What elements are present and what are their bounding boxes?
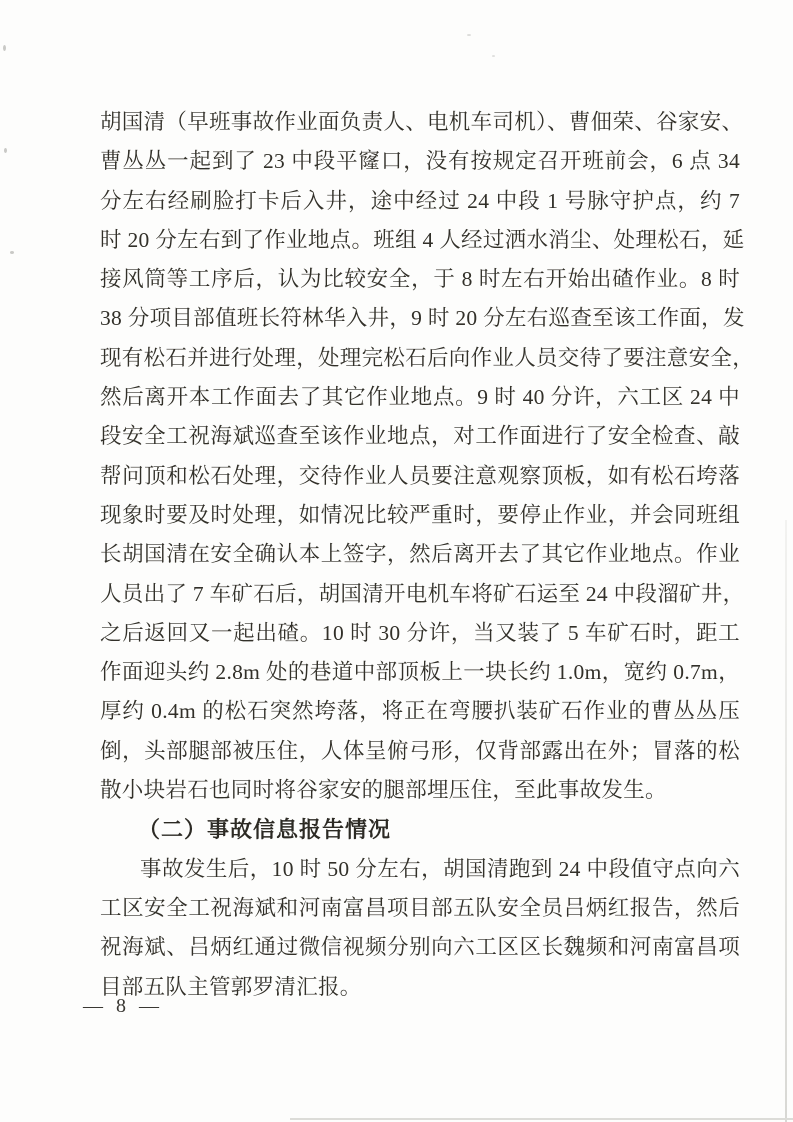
text-line: 倒，头部腿部被压住，人体呈俯弓形，仅背部露出在外；冒落的松: [100, 738, 740, 763]
text-line: 时 20 分左右到了作业地点。班组 4 人经过洒水消尘、处理松石，延: [100, 227, 745, 252]
text-line: 作面迎头约 2.8m 处的巷道中部顶板上一块长约 1.0m，宽约 0.7m，: [100, 660, 740, 685]
scan-edge-right: [785, 520, 787, 1122]
text-line: 目部五队主管郭罗清汇报。: [100, 974, 362, 999]
text-line: 帮问顶和松石处理，交待作业人员要注意观察顶板，如有松石垮落: [100, 463, 740, 488]
paragraph-accident-report: [100, 850, 740, 1007]
text-line: 工区安全工祝海斌和河南富昌项目部五队安全员吕炳红报告，然后: [100, 895, 740, 920]
text-line: 之后返回又一起出碴。10 时 30 分许，当又装了 5 车矿石时，距工: [100, 620, 740, 645]
scan-speck: [467, 34, 471, 36]
text-line: 接风筒等工序后，认为比较安全，于 8 时左右开始出碴作业。8 时: [100, 267, 740, 292]
scan-speck: [3, 45, 6, 51]
text-line: 38 分项目部值班长符林华入井，9 时 20 分左右巡查至该工作面，发: [100, 306, 745, 331]
text-line: 现象时要及时处理，如情况比较严重时，要停止作业，并会同班组: [100, 502, 740, 527]
text-line: 段安全工祝海斌巡查至该作业地点，对工作面进行了安全检查、敲: [100, 424, 740, 449]
section-heading: （二）事故信息报告情况: [138, 817, 392, 843]
paragraph-accident-process: [100, 103, 755, 810]
text-line: 祝海斌、吕炳红通过微信视频分别向六工区区长魏频和河南富昌项: [100, 935, 740, 960]
text-line: 厚约 0.4m 的松石突然垮落，将正在弯腰扒装矿石作业的曹丛丛压: [100, 699, 740, 724]
text-line: 散小块岩石也同时将谷家安的腿部埋压住，至此事故发生。: [100, 778, 667, 803]
scan-edge-bottom: [290, 1118, 793, 1120]
body-text: [100, 103, 755, 1007]
text-line: 然后离开本工作面去了其它作业地点。9 时 40 分许，六工区 24 中: [100, 385, 740, 410]
scan-speck: [4, 148, 7, 153]
text-line: 曹丛丛一起到了 23 中段平窿口，没有按规定召开班前会，6 点 34: [100, 149, 740, 174]
page-number: — 8 —: [83, 995, 163, 1017]
scan-speck: [10, 251, 14, 254]
text-line: 现有松石并进行处理，处理完松石后向作业人员交待了要注意安全，: [100, 345, 755, 370]
text-line: 事故发生后，10 时 50 分左右，胡国清跑到 24 中段值守点向六: [140, 856, 740, 881]
text-line: 长胡国清在安全确认本上签字，然后离开去了其它作业地点。作业: [100, 542, 740, 567]
text-line: 胡国清（早班事故作业面负责人、电机车司机）、曹佃荣、谷家安、: [100, 110, 744, 134]
text-line: 人员出了 7 车矿石后，胡国清开电机车将矿石运至 24 中段溜矿井，: [100, 581, 745, 606]
scan-speck: [492, 55, 495, 57]
text-line: 分左右经刷脸打卡后入井，途中经过 24 中段 1 号脉守护点，约 7: [100, 188, 740, 213]
